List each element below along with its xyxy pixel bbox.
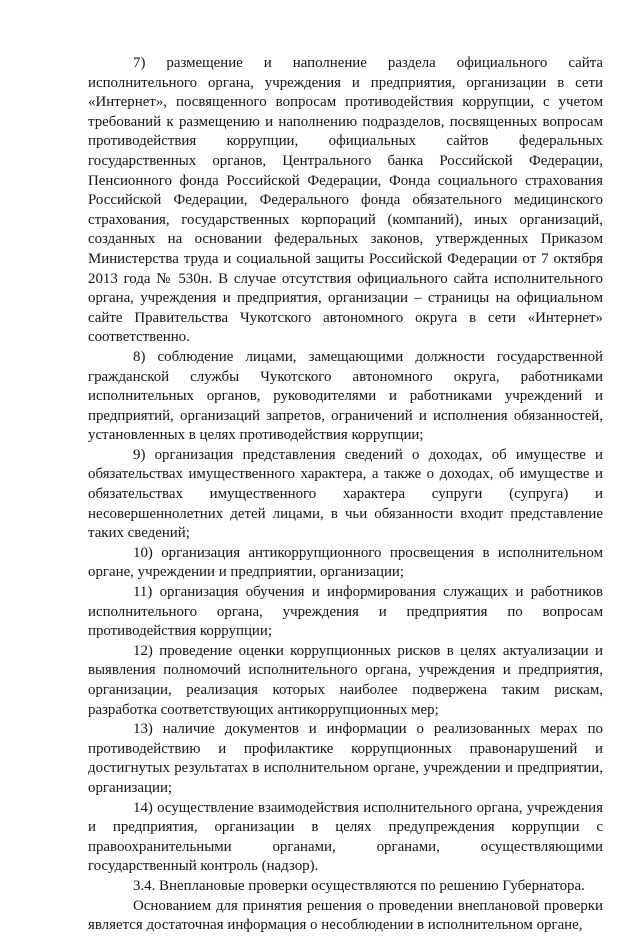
paragraph-item-13: 13) наличие документов и информации о реализованных мерах по противодействию и профилактике коррупционных правонарушений и достигнутых результатах в исполнительном органе, учреждении и предприятии, организации;: [88, 721, 603, 796]
paragraph-section-3-4: 3.4. Внеплановые проверки осуществляются по решению Губернатора.: [133, 877, 585, 894]
paragraph-item-10: 10) организация антикоррупционного просвещения в исполнительном органе, учреждении и предприятии, организации;: [88, 544, 603, 581]
paragraph-item-14: 14) осуществление взаимодействия исполнительного органа, учреждения и предприятия, организации в целях предупреждения коррупции с правоохранительными органами, органами, осуществляющими государственный контроль (надзор).: [88, 799, 603, 875]
paragraph-item-11: 11) организация обучения и информирования служащих и работников исполнительного органа, учреждения и предприятия по вопросам противодействия коррупции;: [88, 584, 603, 640]
paragraph-item-8: 8) соблюдение лицами, замещающими должности государственной гражданской службы Чукотского автономного округа, работниками исполнительных органов, руководителями и работниками учреждений и предприятий, организаций запретов, ограничений и исполнения обязанностей, установленных в целях противодействия коррупции;: [88, 348, 603, 444]
paragraph-basis: Основанием для принятия решения о проведении внеплановой проверки является достаточная информация о несоблюдении в исполнительном органе,: [88, 897, 603, 934]
document-page: [88, 54, 603, 936]
paragraph-item-7: 7) размещение и наполнение раздела официального сайта исполнительного органа, учреждения и предприятия, организации в сети «Интернет», посвященного вопросам противодействия коррупции, с учетом требований к размещению и наполнению подразделов, посвященных вопросам противодействия коррупции, официальных сайтов федеральных государственных органов, Центрального банка Российской Федерации, Пенсионного фонда Российской Федерации, Фонда социального страхования Российской Федерации, Федерального фонда обязательного медицинского страхования, государственных корпораций (компаний), иных организаций, созданных на основании федеральных законов, утвержденных Приказом Министерства труда и социальной защиты Российской Федерации от 7 октября 2013 года № 530н. В случае отсутствия официального сайта исполнительного органа, учреждения и предприятия, организации – страницы на официальном сайте Правительства Чукотского автономного округа в сети «Интернет» соответственно.: [88, 55, 603, 346]
paragraph-item-12: 12) проведение оценки коррупционных рисков в целях актуализации и выявления полномочий исполнительного органа, учреждения и предприятия, организации, реализация которых наиболее подвержена таким рискам, разработка соответствующих антикоррупционных мер;: [88, 642, 603, 718]
paragraph-item-9: 9) организация представления сведений о доходах, об имуществе и обязательствах имущественного характера, а также о доходах, об имуществе и обязательствах имущественного характера супруги (супруга) и несовершеннолетних детей лицами, в чьи обязанности входит представление таких сведений;: [88, 446, 603, 542]
